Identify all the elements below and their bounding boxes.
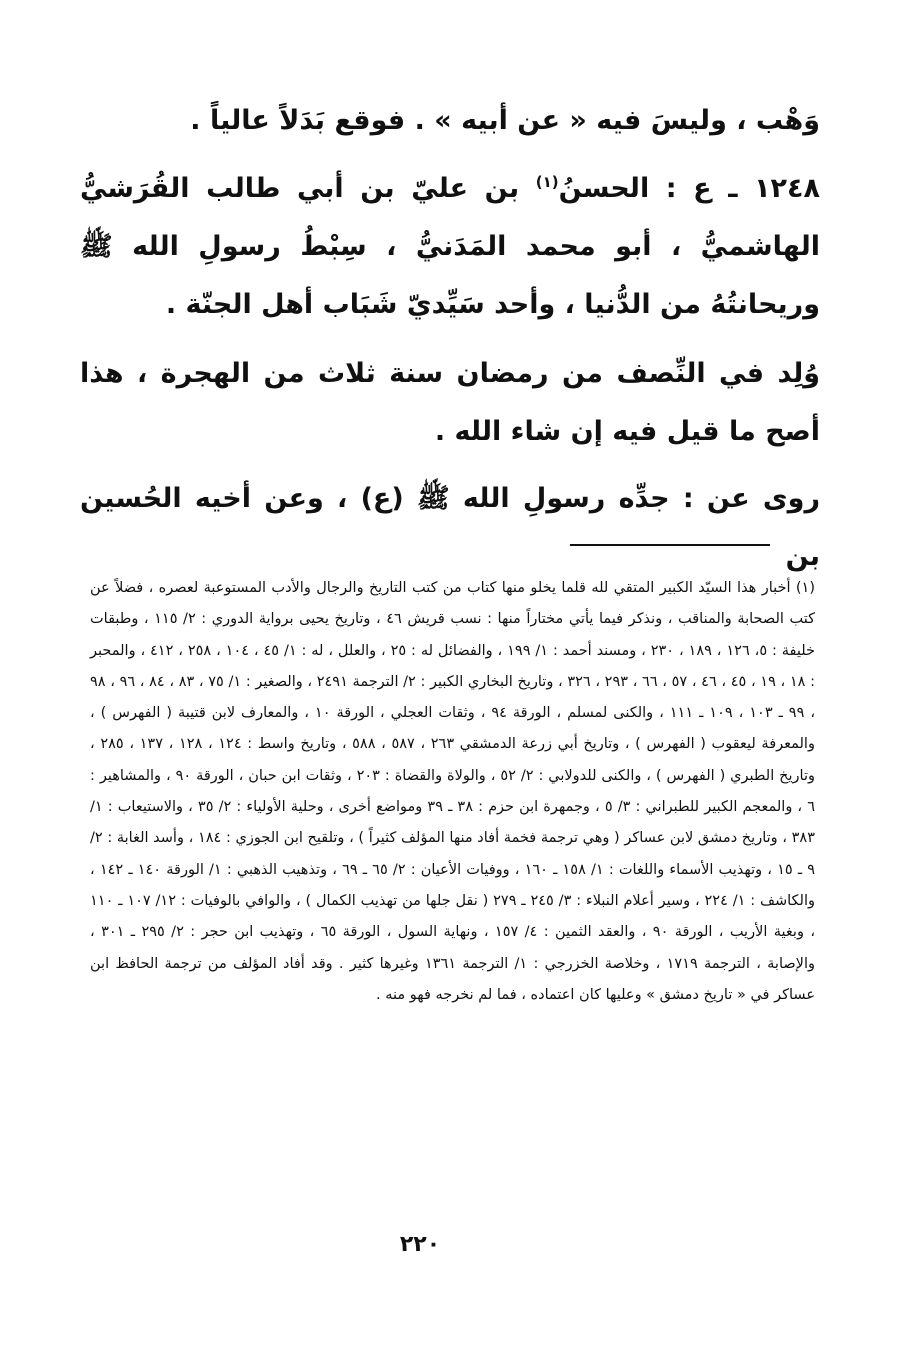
paragraph-continuation: وَهْب ، وليسَ فيه « عن أبيه » . فوقع بَدَلاً عالياً . bbox=[190, 105, 820, 136]
page-number: ٢٢٠ bbox=[399, 1232, 441, 1257]
entry-description: بن عليّ بن أبي طالب القُرَشيُّ الهاشميُّ ، أبو محمد المَدَنيُّ ، سِبْطُ رسولِ الله ﷺ وريحانتُهُ من الدُّنيا ، وأحد سَيِّديّ شَبَاب أهل الجنّة . bbox=[80, 173, 820, 320]
narrators-paragraph: روى عن : جدِّه رسولِ الله ﷺ (ع) ، وعن أخيه الحُسين بن bbox=[80, 483, 820, 572]
birth-paragraph: وُلِد في النِّصف من رمضان سنة ثلاث من الهجرة ، هذا أصح ما قيل فيه إن شاء الله . bbox=[80, 358, 820, 447]
footnote-reference: (١) bbox=[535, 173, 559, 191]
entry-number: ١٢٤٨ ـ bbox=[728, 173, 820, 204]
footnote-text: (١) أخبار هذا السيّد الكبير المتقي لله قلما يخلو منها كتاب من كتب التاريخ والرجال والأدب المستوعبة لعصره ، فضلاً عن كتب الصحابة والمناقب ، ونذكر فيما يأتي مختاراً منها : نسب قريش ٤٦ ، وتاريخ يحيى برواية الدوري : ٢/ ١١٥ ، وطبقات خليفة : ٥، ١٢٦ ، ١٨٩ ، ٢٣٠ ، ومسند أحمد : ١/ ١٩٩ ، والفضائل له : ٢٥ ، والعلل ، له : ١/ ٤٥ ، ١٠٤ ، ٢٥٨ ، ٤١٢ ، والمحبر : ١٨ ، ١٩ ، ٤٥ ، ٤٦ ، ٥٧ ، ٦٦ ، ٢٩٣ ، ٣٢٦ ، وتاريخ البخاري الكبير : ٢/ الترجمة ٢٤٩١ ، والصغير : ١/ ٧٥ ، ٨٣ ، ٨٤ ، ٩٦ ، ٩٨ ، ٩٩ ـ ١٠٣ ، ١٠٩ ـ ١١١ ، والكنى لمسلم ، الورقة ٩٤ ، وثقات العجلي ، الورقة ١٠ ، والمعارف لابن قتيبة ( الفهرس ) ، والمعرفة ليعقوب ( الفهرس ) ، وتاريخ أبي زرعة الدمشقي ٢٦٣ ، ٥٨٧ ، ٥٨٨ ، وتاريخ واسط : ١٢٤ ، ١٢٨ ، ١٣٧ ، ٢٨٥ ، وتاريخ الطبري ( الفهرس ) ، والكنى للدولابي : ٢/ ٥٢ ، والولاة والقضاة : ٢٠٣ ، وثقات ابن حبان ، الورقة ٩٠ ، والمشاهير : ٦ ، والمعجم الكبير للطبراني : ٣/ ٥ ، وجمهرة ابن حزم : ٣٨ ـ ٣٩ ومواضع أخرى ، وحلية الأولياء : ٢/ ٣٥ ، والاستيعاب : ١/ ٣٨٣ ، وتاريخ دمشق لابن عساكر ( وهي ترجمة فخمة أفاد منها المؤلف كثيراً ) ، وتلقيح ابن الجوزي : ١٨٤ ، وأسد الغابة : ٢/ ٩ ـ ١٥ ، وتهذيب الأسماء واللغات : ١/ ١٥٨ ـ ١٦٠ ، ووفيات الأعيان : ٢/ ٦٥ ـ ٦٩ ، وتذهيب الذهبي : ١/ الورقة ١٤٠ ـ ١٤٢ ، والكاشف : ١/ ٢٢٤ ، وسير أعلام النبلاء : ٣/ ٢٤٥ ـ ٢٧٩ ( نقل جلها من تهذيب الكمال ) ، والوافي بالوفيات : ١٢/ ١٠٧ ـ ١١٠ ، وبغية الأريب ، الورقة ٩٠ ، والعقد الثمين : ٤/ ١٥٧ ، ونهاية السول ، الورقة ٦٥ ، وتهذيب ابن حجر : ٢/ ٢٩٥ ـ ٣٠١ ، والإصابة ، الترجمة ١٧١٩ ، وخلاصة الخزرجي : ١/ الترجمة ١٣٦١ وغيرها كثير . وقد أفاد المؤلف من ترجمة الحافظ ابن عساكر في « تاريخ دمشق » وعليها كان اعتماده ، فما لم نخرجه فهو منه . bbox=[90, 580, 816, 1003]
footnote-separator bbox=[570, 544, 770, 546]
entry-name: الحسنُ bbox=[558, 173, 650, 204]
entry-code: ع : bbox=[665, 173, 712, 204]
biography-entry bbox=[80, 160, 820, 334]
